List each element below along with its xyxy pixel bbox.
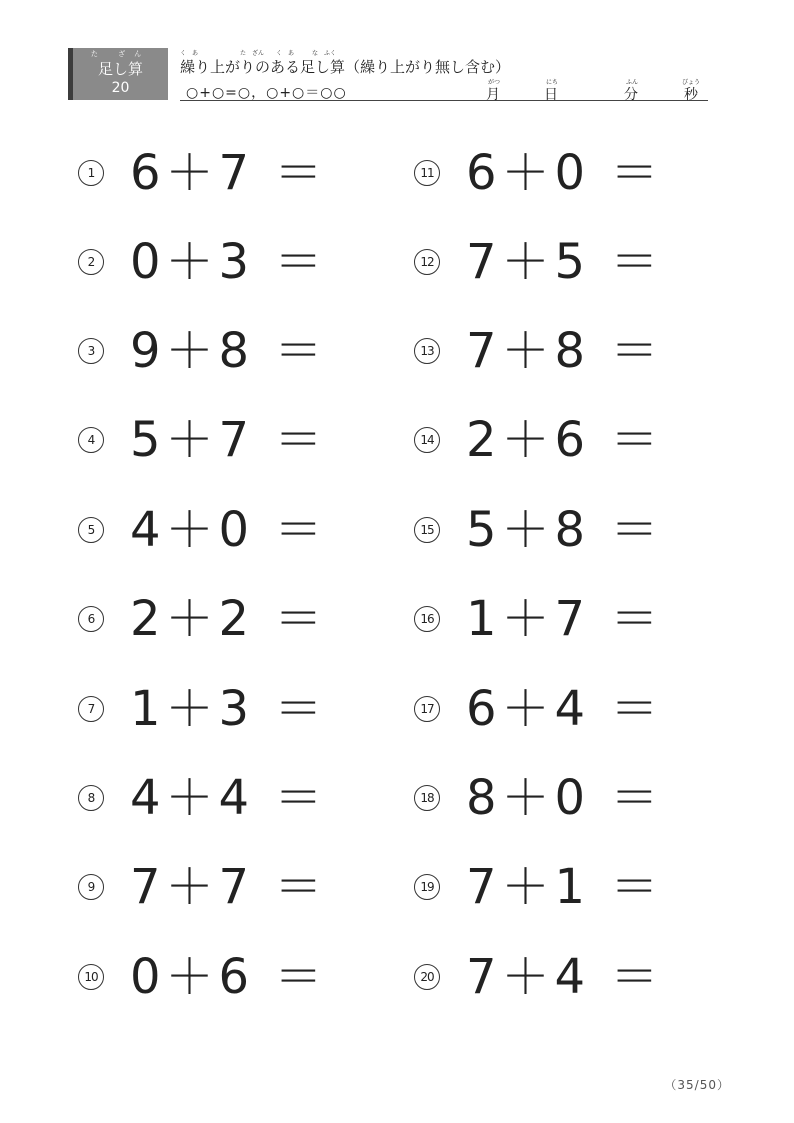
problem-item (78, 679, 327, 739)
day-furigana: にち (546, 79, 559, 86)
category-box (68, 48, 168, 100)
problem-number: 9 (78, 874, 104, 900)
problem-item (78, 321, 327, 381)
problem-expression: 7＋4 ＝ (466, 949, 664, 1005)
category-label: 足し算 (97, 60, 143, 78)
problem-item (78, 500, 327, 560)
problem-number: 15 (414, 517, 440, 543)
problem-expression: 6＋7 ＝ (130, 145, 328, 201)
page-indicator: （35/50） (664, 1078, 730, 1092)
problem-number: 1 (78, 160, 104, 186)
month-label: 月 (486, 87, 500, 103)
problem-item (414, 768, 663, 828)
worksheet-number: 20 (111, 80, 130, 96)
problem-number: 19 (414, 874, 440, 900)
problem-number: 20 (414, 964, 440, 990)
problem-item (78, 232, 327, 292)
problem-number: 12 (414, 249, 440, 275)
problem-number: 8 (78, 785, 104, 811)
worksheet-subtitle: ○+○=○，○+○＝○○ (186, 85, 347, 101)
problem-number: 13 (414, 338, 440, 364)
problem-number: 4 (78, 427, 104, 453)
title-area (180, 46, 708, 101)
problem-item (414, 589, 663, 649)
problem-expression: 5＋7 ＝ (130, 412, 328, 468)
worksheet-header (68, 46, 708, 102)
problem-expression: 2＋6 ＝ (466, 412, 664, 468)
worksheet-title: 繰り上がりのある足し算（繰り上がり無し含む） (180, 58, 511, 76)
problem-item (414, 321, 663, 381)
problem-expression: 7＋8 ＝ (466, 323, 664, 379)
minute-furigana: ふん (626, 79, 639, 86)
problem-expression: 9＋8 ＝ (130, 323, 328, 379)
month-furigana: がつ (488, 79, 501, 86)
problem-item (78, 947, 327, 1007)
problem-item (414, 947, 663, 1007)
problem-number: 7 (78, 696, 104, 722)
problem-item (414, 143, 663, 203)
problem-expression: 0＋6 ＝ (130, 949, 328, 1005)
problem-item (78, 857, 327, 917)
second-label: 秒 (684, 87, 698, 103)
problem-expression: 4＋0 ＝ (130, 502, 328, 558)
problem-expression: 4＋4 ＝ (130, 770, 328, 826)
second-furigana: びょう (682, 79, 701, 86)
problem-item (78, 589, 327, 649)
problem-expression: 0＋3 ＝ (130, 234, 328, 290)
problem-expression: 6＋0 ＝ (466, 145, 664, 201)
problem-expression: 1＋7 ＝ (466, 591, 664, 647)
problem-item (414, 679, 663, 739)
day-label: 日 (544, 87, 558, 103)
problem-item (414, 857, 663, 917)
problem-expression: 1＋3 ＝ (130, 681, 328, 737)
category-furigana: た ざん (90, 50, 151, 58)
problem-expression: 5＋8 ＝ (466, 502, 664, 558)
problem-expression: 6＋4 ＝ (466, 681, 664, 737)
problem-item (414, 500, 663, 560)
problem-number: 2 (78, 249, 104, 275)
problem-expression: 7＋1 ＝ (466, 859, 664, 915)
problem-number: 3 (78, 338, 104, 364)
problem-number: 17 (414, 696, 440, 722)
problem-expression: 8＋0 ＝ (466, 770, 664, 826)
problem-number: 10 (78, 964, 104, 990)
problem-number: 16 (414, 606, 440, 632)
problem-item (78, 768, 327, 828)
problem-expression: 7＋7 ＝ (130, 859, 328, 915)
problem-item (78, 143, 327, 203)
problem-expression: 7＋5 ＝ (466, 234, 664, 290)
problem-number: 6 (78, 606, 104, 632)
minute-label: 分 (624, 87, 638, 103)
problem-item (78, 410, 327, 470)
problem-number: 11 (414, 160, 440, 186)
problem-item (414, 232, 663, 292)
problem-number: 14 (414, 427, 440, 453)
problem-number: 5 (78, 517, 104, 543)
problem-number: 18 (414, 785, 440, 811)
title-furigana: く あ た ざん く あ な ふく (180, 50, 337, 57)
problem-expression: 2＋2 ＝ (130, 591, 328, 647)
problem-item (414, 410, 663, 470)
